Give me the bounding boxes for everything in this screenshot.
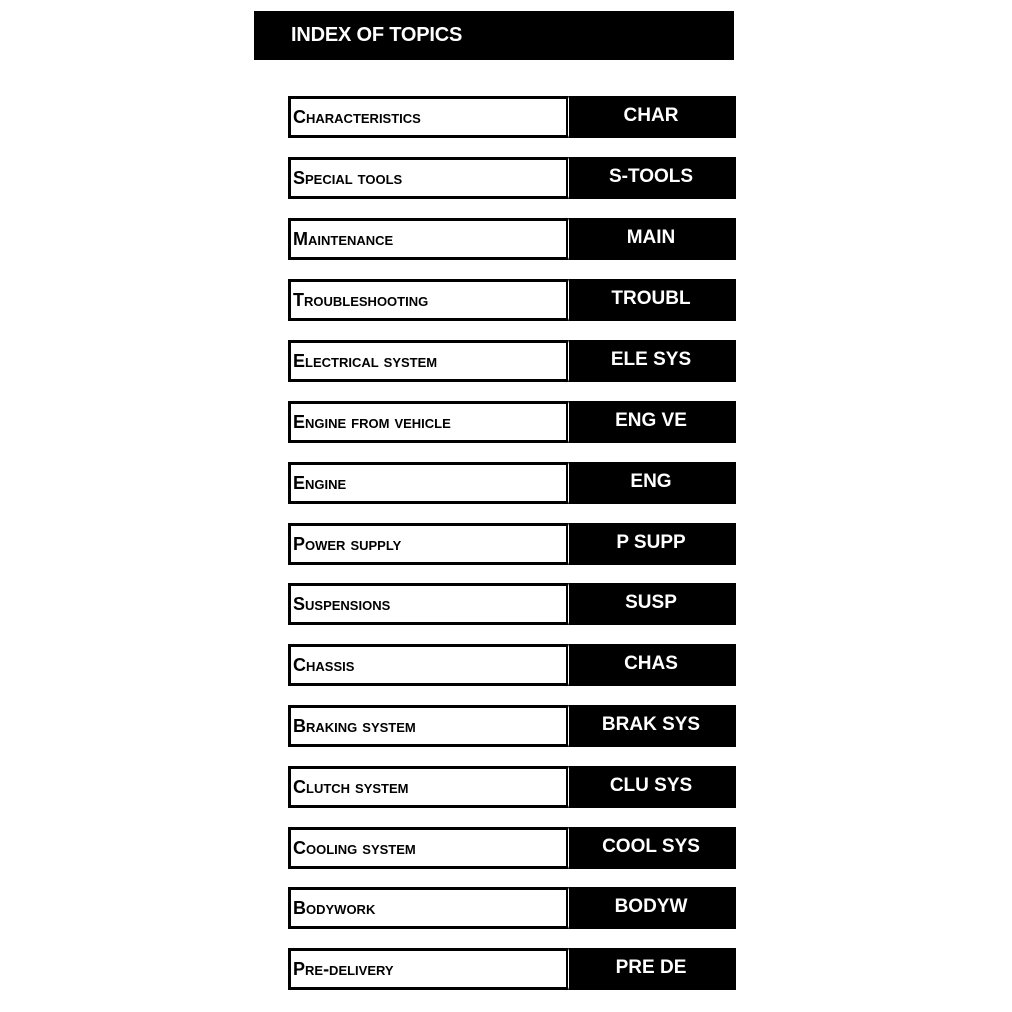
- topic-code-button[interactable]: ENG VE: [568, 401, 736, 443]
- topic-name: Electrical system: [288, 340, 568, 382]
- topic-name: Bodywork: [288, 887, 568, 929]
- topic-row-suspensions[interactable]: [288, 583, 736, 625]
- topic-row-characteristics[interactable]: [288, 96, 736, 138]
- topic-code-button[interactable]: CHAR: [568, 96, 736, 138]
- topic-name: Suspensions: [288, 583, 568, 625]
- topic-row-special-tools[interactable]: [288, 157, 736, 199]
- topic-name: Pre-delivery: [288, 948, 568, 990]
- topic-name: Cooling system: [288, 827, 568, 869]
- topic-name: Troubleshooting: [288, 279, 568, 321]
- topic-name: Special tools: [288, 157, 568, 199]
- topic-name: Characteristics: [288, 96, 568, 138]
- topic-code-button[interactable]: ENG: [568, 462, 736, 504]
- page-title: INDEX OF TOPICS: [291, 24, 463, 46]
- topic-name: Clutch system: [288, 766, 568, 808]
- topic-row-power-supply[interactable]: [288, 523, 736, 565]
- topic-row-cooling-system[interactable]: [288, 827, 736, 869]
- topic-code-button[interactable]: PRE DE: [568, 948, 736, 990]
- topic-code-button[interactable]: MAIN: [568, 218, 736, 260]
- topic-code-button[interactable]: CLU SYS: [568, 766, 736, 808]
- topic-row-troubleshooting[interactable]: [288, 279, 736, 321]
- topic-row-clutch-system[interactable]: [288, 766, 736, 808]
- topic-row-pre-delivery[interactable]: [288, 948, 736, 990]
- topic-row-bodywork[interactable]: [288, 887, 736, 929]
- index-header: [254, 11, 734, 60]
- topic-name: Braking system: [288, 705, 568, 747]
- topic-code-button[interactable]: COOL SYS: [568, 827, 736, 869]
- topic-code-button[interactable]: TROUBL: [568, 279, 736, 321]
- topic-code-button[interactable]: ELE SYS: [568, 340, 736, 382]
- topic-name: Chassis: [288, 644, 568, 686]
- topic-row-chassis[interactable]: [288, 644, 736, 686]
- topic-row-engine-from-vehicle[interactable]: [288, 401, 736, 443]
- topic-code-button[interactable]: BRAK SYS: [568, 705, 736, 747]
- topic-name: Engine from vehicle: [288, 401, 568, 443]
- topic-name: Power supply: [288, 523, 568, 565]
- topic-row-engine[interactable]: [288, 462, 736, 504]
- topic-code-button[interactable]: SUSP: [568, 583, 736, 625]
- topic-name: Engine: [288, 462, 568, 504]
- topic-name: Maintenance: [288, 218, 568, 260]
- topic-code-button[interactable]: CHAS: [568, 644, 736, 686]
- topic-row-maintenance[interactable]: [288, 218, 736, 260]
- topic-row-electrical-system[interactable]: [288, 340, 736, 382]
- topic-code-button[interactable]: P SUPP: [568, 523, 736, 565]
- topic-row-braking-system[interactable]: [288, 705, 736, 747]
- topic-code-button[interactable]: BODYW: [568, 887, 736, 929]
- topic-code-button[interactable]: S-TOOLS: [568, 157, 736, 199]
